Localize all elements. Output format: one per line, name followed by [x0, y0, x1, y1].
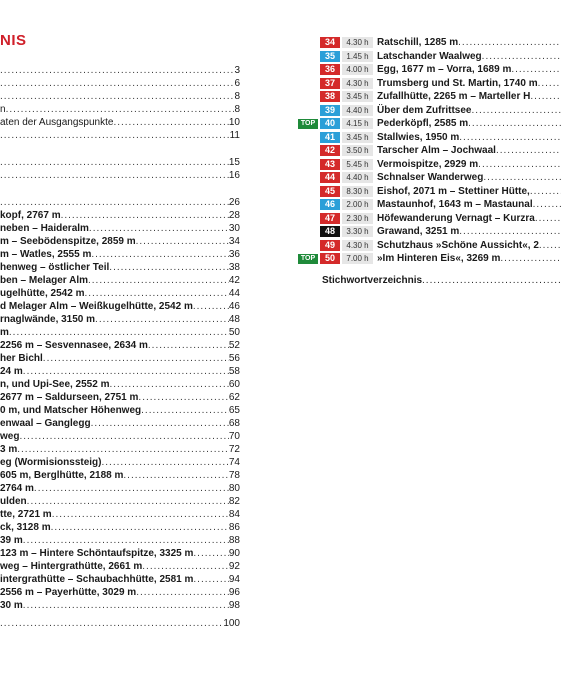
- toc-page-number: 56: [228, 353, 240, 364]
- tour-duration: 5.45 h: [342, 159, 373, 170]
- leader-dots: [61, 209, 229, 222]
- tour-title: Stallwies, 1950 m: [377, 131, 460, 143]
- leader-dots: [468, 117, 561, 130]
- toc-entry[interactable]: [0, 129, 240, 142]
- leader-dots: [422, 274, 561, 287]
- tour-duration: 3.45 h: [342, 132, 373, 143]
- toc-entry[interactable]: [0, 573, 240, 586]
- leader-dots: [95, 313, 229, 326]
- toc-entry[interactable]: [0, 430, 240, 443]
- leader-dots: [459, 131, 561, 144]
- leader-dots: [136, 235, 229, 248]
- leader-dots: [9, 326, 229, 339]
- leader-dots: [23, 365, 229, 378]
- toc-entry[interactable]: [0, 339, 240, 352]
- tour-number: 38: [320, 91, 340, 102]
- toc-entry[interactable]: [0, 391, 240, 404]
- tour-duration: 4.40 h: [342, 105, 373, 116]
- leader-dots: [91, 248, 229, 261]
- tour-duration: 3.30 h: [342, 226, 373, 237]
- toc-entry[interactable]: [0, 417, 240, 430]
- leader-dots: [27, 495, 229, 508]
- tour-title: Tarscher Alm – Jochwaal: [377, 145, 496, 156]
- leader-dots: [141, 404, 229, 417]
- index-label: Stichwortverzeichnis: [322, 275, 423, 286]
- toc-entry[interactable]: [0, 352, 240, 365]
- tour-number: 37: [320, 78, 340, 89]
- tour-title: Vermoispitze, 2929 m: [377, 158, 479, 170]
- toc-entry[interactable]: [0, 235, 240, 248]
- leader-dots: [539, 239, 561, 252]
- tour-duration: 3.50 h: [342, 145, 373, 156]
- tour-entry[interactable]: [298, 144, 561, 157]
- leader-dots: [6, 103, 235, 116]
- toc-entry[interactable]: [0, 169, 240, 182]
- toc-entry[interactable]: [0, 287, 240, 300]
- toc-page-number: 52: [228, 340, 240, 351]
- tour-title: »Im Hinteren Eis«, 3269 m: [377, 253, 501, 264]
- toc-page-number: 15: [228, 157, 240, 168]
- tour-duration: 1.45 h: [342, 51, 373, 62]
- toc-entry-title: 0 m, und Matscher Höhenweg: [0, 405, 142, 416]
- toc-page-number: 50: [228, 327, 240, 338]
- toc-entry[interactable]: [0, 404, 240, 417]
- toc-page-number: 44: [228, 288, 240, 299]
- toc-entry-title: intergrathütte – Schaubachhütte, 2581 m: [0, 574, 194, 585]
- leader-dots: [19, 430, 228, 443]
- toc-entry-title: aten der Ausgangspunkte: [0, 117, 114, 128]
- tour-number: 40: [320, 118, 340, 129]
- toc-entry-title: 30 m: [0, 600, 23, 611]
- toc-entry-title: n, und Upi-See, 2552 m: [0, 379, 110, 390]
- toc-page-number: 60: [228, 379, 240, 390]
- toc-entry-title: ulden: [0, 496, 27, 507]
- leader-dots: [23, 534, 229, 547]
- tour-number: 41: [320, 132, 340, 143]
- tour-duration: 4.40 h: [342, 172, 373, 183]
- toc-entry[interactable]: [0, 443, 240, 456]
- page-heading: NIS: [0, 32, 27, 49]
- leader-dots: [511, 63, 561, 76]
- leader-dots: [458, 36, 561, 49]
- toc-page-number: 46: [228, 301, 240, 312]
- toc-page-number: 8: [234, 91, 240, 102]
- toc-page-number: 34: [228, 236, 240, 247]
- toc-page-number: 98: [228, 600, 240, 611]
- leader-dots: [538, 77, 561, 90]
- toc-page-number: 6: [234, 78, 240, 89]
- leader-dots: [0, 156, 229, 169]
- toc-entry-title: n: [0, 104, 6, 115]
- toc-page-number: 8: [234, 104, 240, 115]
- leader-dots: [91, 417, 229, 430]
- tour-number: 44: [320, 172, 340, 183]
- leader-dots: [136, 586, 229, 599]
- toc-entry-title: 39 m: [0, 535, 23, 546]
- toc-entry[interactable]: [0, 116, 240, 129]
- tour-entry[interactable]: [298, 50, 561, 63]
- tour-entry[interactable]: [298, 239, 561, 252]
- tour-duration: 2.00 h: [342, 199, 373, 210]
- toc-entry[interactable]: [0, 64, 240, 77]
- toc-entry[interactable]: [0, 586, 240, 599]
- toc-page-number: 10: [228, 117, 240, 128]
- leader-dots: [51, 521, 229, 534]
- tour-title: Pederköpfl, 2585 m: [377, 118, 469, 129]
- leader-dots: [84, 287, 228, 300]
- toc-entry[interactable]: [0, 560, 240, 573]
- tour-number: 49: [320, 240, 340, 251]
- toc-entry-title: m: [0, 327, 9, 338]
- toc-page-number: 94: [228, 574, 240, 585]
- toc-page-number: 42: [228, 275, 240, 286]
- leader-dots: [89, 222, 229, 235]
- toc-entry[interactable]: [0, 209, 240, 222]
- tour-entry[interactable]: [298, 36, 561, 49]
- tour-entry[interactable]: [298, 212, 561, 225]
- toc-page-number: 72: [228, 444, 240, 455]
- index-entry[interactable]: [322, 274, 561, 287]
- tour-entry[interactable]: [298, 198, 561, 211]
- leader-dots: [193, 300, 229, 313]
- tour-title: Über dem Zufrittsee: [377, 104, 472, 116]
- toc-page-number: 16: [228, 170, 240, 181]
- tour-title: Ratschill, 1285 m: [377, 37, 459, 48]
- leader-dots: [88, 274, 229, 287]
- toc-entry[interactable]: [0, 196, 240, 209]
- tour-entry[interactable]: [298, 77, 561, 90]
- toc-page-number: 84: [228, 509, 240, 520]
- leader-dots: [530, 90, 561, 103]
- toc-entry-title: neben – Haideralm: [0, 223, 89, 234]
- toc-entry-title: d Melager Alm – Weißkugelhütte, 2542 m: [0, 301, 193, 312]
- toc-entry-title: henweg – östlicher Teil: [0, 262, 110, 273]
- tour-title: Schnalser Wanderweg: [377, 172, 484, 183]
- tour-duration: 7.00 h: [342, 253, 373, 264]
- toc-page-number: 48: [228, 314, 240, 325]
- toc-entry[interactable]: [0, 156, 240, 169]
- leader-dots: [482, 50, 561, 63]
- leader-dots: [535, 212, 561, 225]
- leader-dots: [34, 482, 229, 495]
- toc-entry[interactable]: [0, 456, 240, 469]
- toc-entry-title: weg – Hintergrathütte, 2661 m: [0, 561, 143, 572]
- leader-dots: [123, 469, 228, 482]
- tour-entry[interactable]: [298, 185, 561, 198]
- leader-dots: [0, 617, 223, 630]
- toc-entry[interactable]: [0, 482, 240, 495]
- leader-dots: [193, 573, 228, 586]
- toc-entry[interactable]: [0, 547, 240, 560]
- toc-entry[interactable]: [0, 378, 240, 391]
- tour-number: 35: [320, 51, 340, 62]
- leader-dots: [530, 185, 561, 198]
- toc-entry[interactable]: [0, 313, 240, 326]
- toc-entry-title: her Bichl: [0, 353, 43, 364]
- tour-duration: 4.30 h: [342, 240, 373, 251]
- tour-number: 36: [320, 64, 340, 75]
- leader-dots: [533, 198, 561, 211]
- leader-dots: [0, 90, 234, 103]
- tour-entry[interactable]: [298, 90, 561, 103]
- tour-duration: 3.45 h: [342, 91, 373, 102]
- toc-entry-title: m – Watles, 2555 m: [0, 249, 92, 260]
- tour-entry[interactable]: [298, 131, 561, 144]
- toc-entry-title: 3 m: [0, 444, 18, 455]
- toc-page-number: 82: [228, 496, 240, 507]
- leader-dots: [138, 391, 228, 404]
- toc-page-number: 86: [228, 522, 240, 533]
- toc-page-number: 88: [228, 535, 240, 546]
- leader-dots: [0, 196, 229, 209]
- toc-entry[interactable]: [0, 617, 240, 630]
- toc-entry-title: 2556 m – Payerhütte, 3029 m: [0, 587, 137, 598]
- toc-page-number: 38: [228, 262, 240, 273]
- toc-page-number: 74: [228, 457, 240, 468]
- leader-dots: [483, 171, 561, 184]
- toc-entry-title: ugelhütte, 2542 m: [0, 288, 85, 299]
- toc-page-number: 92: [228, 561, 240, 572]
- toc-page-number: 78: [228, 470, 240, 481]
- toc-entry-title: tte, 2721 m: [0, 509, 52, 520]
- toc-entry[interactable]: [0, 495, 240, 508]
- tour-duration: 4.30 h: [342, 37, 373, 48]
- tour-entry[interactable]: [298, 104, 561, 117]
- leader-dots: [102, 456, 229, 469]
- toc-page-number: 30: [228, 223, 240, 234]
- toc-entry[interactable]: [0, 261, 240, 274]
- tour-title: Mastaunhof, 1643 m – Mastaunal: [377, 199, 533, 210]
- tour-title: Egg, 1677 m – Vorra, 1689 m: [377, 64, 512, 75]
- toc-entry-title: 2256 m – Sesvennasee, 2634 m: [0, 340, 148, 351]
- toc-page-number: 3: [234, 65, 240, 76]
- tour-entry[interactable]: [298, 117, 561, 130]
- tour-number: 48: [320, 226, 340, 237]
- leader-dots: [109, 378, 228, 391]
- toc-page-number: 70: [228, 431, 240, 442]
- toc-page-number: 62: [228, 392, 240, 403]
- toc-page-number: 100: [223, 618, 240, 629]
- toc-entry[interactable]: [0, 274, 240, 287]
- toc-entry[interactable]: [0, 326, 240, 339]
- top-badge: TOP: [298, 119, 318, 129]
- tour-title: Trumsberg und St. Martin, 1740 m: [377, 77, 538, 89]
- tour-number: 45: [320, 186, 340, 197]
- leader-dots: [478, 158, 561, 171]
- toc-entry[interactable]: [0, 469, 240, 482]
- tour-title: Schutzhaus »Schöne Aussicht«, 2: [377, 239, 539, 251]
- toc-entry[interactable]: [0, 77, 240, 90]
- tour-duration: 4.30 h: [342, 78, 373, 89]
- tour-duration: 2.30 h: [342, 213, 373, 224]
- toc-entry-title: enwaal – Ganglegg: [0, 418, 91, 429]
- tour-title: Grawand, 3251 m: [377, 226, 460, 237]
- toc-entry[interactable]: [0, 521, 240, 534]
- toc-page-number: 96: [228, 587, 240, 598]
- toc-entry-title: weg: [0, 431, 20, 442]
- toc-page-number: 36: [228, 249, 240, 260]
- tour-entry[interactable]: [298, 158, 561, 171]
- toc-entry[interactable]: [0, 248, 240, 261]
- leader-dots: [0, 129, 230, 142]
- leader-dots: [148, 339, 229, 352]
- toc-entry-title: ck, 3128 m: [0, 522, 51, 533]
- tour-duration: 4.00 h: [342, 64, 373, 75]
- leader-dots: [471, 104, 561, 117]
- tour-number: 50: [320, 253, 340, 264]
- tour-entry[interactable]: [298, 171, 561, 184]
- tour-entry[interactable]: [298, 252, 561, 265]
- toc-entry[interactable]: [0, 90, 240, 103]
- tour-title: Eishof, 2071 m – Stettiner Hütte,: [377, 185, 530, 197]
- toc-page-number: 58: [228, 366, 240, 377]
- leader-dots: [459, 225, 561, 238]
- toc-entry[interactable]: [0, 300, 240, 313]
- tour-number: 42: [320, 145, 340, 156]
- toc-entry[interactable]: [0, 103, 240, 116]
- tour-entry[interactable]: [298, 225, 561, 238]
- toc-entry-title: rnaglwände, 3150 m: [0, 314, 96, 325]
- toc-entry-title: ben – Melager Alm: [0, 275, 88, 286]
- leader-dots: [142, 560, 229, 573]
- toc-entry[interactable]: [0, 599, 240, 612]
- tour-duration: 4.15 h: [342, 118, 373, 129]
- leader-dots: [109, 261, 229, 274]
- leader-dots: [0, 64, 234, 77]
- leader-dots: [43, 352, 229, 365]
- toc-page-number: 65: [228, 405, 240, 416]
- tour-number: 39: [320, 105, 340, 116]
- leader-dots: [496, 144, 561, 157]
- tour-entry[interactable]: [298, 63, 561, 76]
- toc-entry[interactable]: [0, 365, 240, 378]
- toc-entry-title: 123 m – Hintere Schöntaufspitze, 3325 m: [0, 548, 194, 559]
- tour-number: 47: [320, 213, 340, 224]
- toc-entry[interactable]: [0, 534, 240, 547]
- leader-dots: [193, 547, 228, 560]
- leader-dots: [0, 169, 229, 182]
- toc-entry[interactable]: [0, 508, 240, 521]
- tour-duration: 8.30 h: [342, 186, 373, 197]
- toc-page-number: 26: [228, 197, 240, 208]
- toc-page-number: 80: [228, 483, 240, 494]
- toc-entry-title: 2764 m: [0, 483, 34, 494]
- toc-entry-title: kopf, 2767 m: [0, 210, 61, 221]
- top-badge: TOP: [298, 254, 318, 264]
- tour-title: Zufallhütte, 2265 m – Marteller H: [377, 91, 531, 102]
- leader-dots: [52, 508, 229, 521]
- toc-page-number: 28: [228, 210, 240, 221]
- leader-dots: [17, 443, 229, 456]
- leader-dots: [500, 252, 561, 265]
- toc-entry-title: 2677 m – Saldurseen, 2751 m: [0, 392, 139, 403]
- toc-page-number: 11: [229, 130, 240, 141]
- leader-dots: [23, 599, 229, 612]
- toc-entry-title: 605 m, Berglhütte, 2188 m: [0, 470, 124, 481]
- tour-number: 46: [320, 199, 340, 210]
- leader-dots: [0, 77, 234, 90]
- toc-entry-title: eg (Wormisionssteig): [0, 457, 102, 468]
- toc-page-number: 68: [228, 418, 240, 429]
- tour-title: Höfewanderung Vernagt – Kurzra: [377, 212, 535, 224]
- leader-dots: [113, 116, 228, 129]
- toc-entry-title: 24 m: [0, 366, 23, 377]
- tour-title: Latschander Waalweg: [377, 50, 482, 62]
- tour-number: 43: [320, 159, 340, 170]
- tour-number: 34: [320, 37, 340, 48]
- toc-page-number: 90: [228, 548, 240, 559]
- toc-entry-title: m – Seebödenspitze, 2859 m: [0, 236, 136, 247]
- toc-entry[interactable]: [0, 222, 240, 235]
